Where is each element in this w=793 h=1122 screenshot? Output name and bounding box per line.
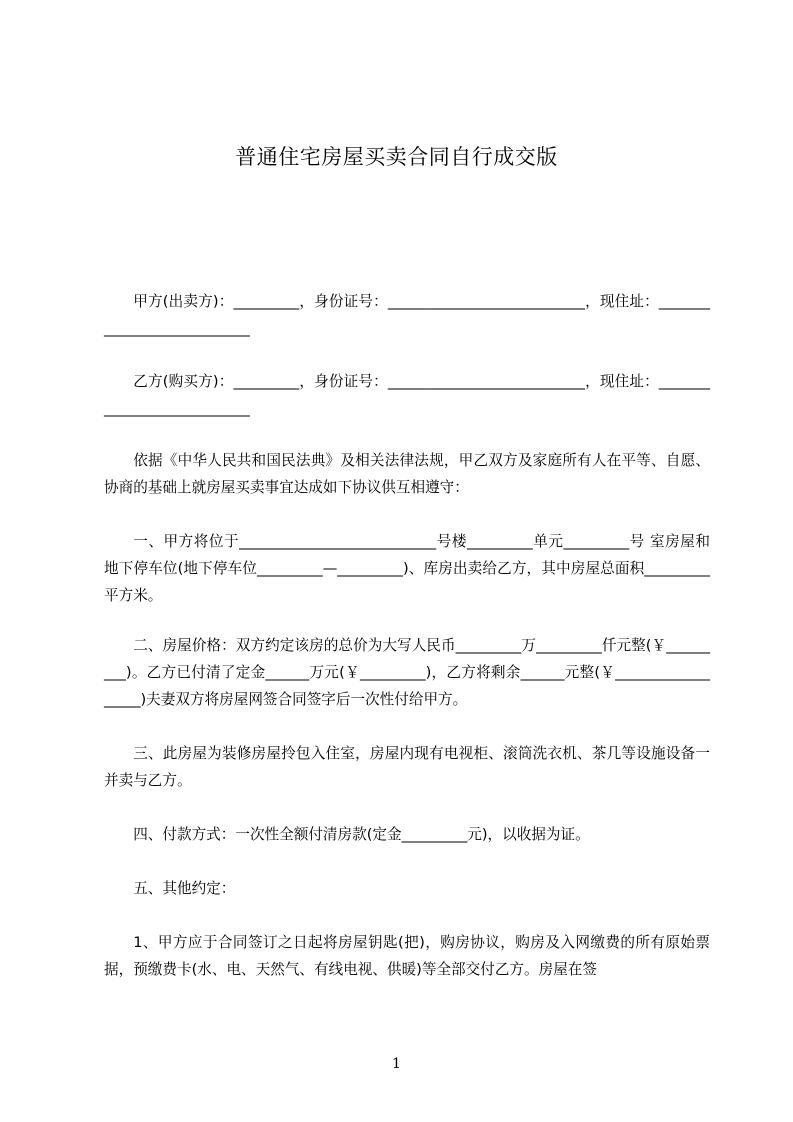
basis-paragraph: 依据《中华人民共和国民法典》及相关法律法规，甲乙双方及家庭所有人在平等、自愿、协商的基础上就房屋买卖事宜达成如下协议供互相遵守：: [104, 452, 710, 496]
clause-1-paragraph: 一、甲方将位于___________________________号楼_________单元_________号 室房屋和地下停车位(地下停车位_________—_________)、库房出卖给乙方，其中房屋总面积_________平方米。: [104, 533, 710, 604]
party-b-paragraph: 乙方(购买方)：_________，身份证号：___________________________，现住址：___________________________: [104, 373, 710, 417]
clause-2-paragraph: 二、房屋价格：双方约定该房的总价为大写人民币_________万_________仟元整(￥_________)。乙方已付清了定金______万元(￥_________)，乙方将剩余______元整(￥__________________)夫妻双方将房屋网签合同签字后一次性付给甲方。: [104, 637, 710, 708]
clause-3-paragraph: 三、此房屋为装修房屋拎包入住室，房屋内现有电视柜、滚筒洗衣机、茶几等设施设备一并卖与乙方。: [104, 745, 710, 789]
party-a-paragraph: 甲方(出卖方)：_________，身份证号：___________________________，现住址：___________________________: [104, 293, 710, 337]
clause-5-item-1-paragraph: 1、甲方应于合同签订之日起将房屋钥匙(把)，购房协议，购房及入网缴费的所有原始票据，预缴费卡(水、电、天然气、有线电视、供暖)等全部交付乙方。房屋在签: [104, 934, 710, 978]
page-number: 1: [392, 1056, 401, 1072]
page-title: 普通住宅房屋买卖合同自行成交版: [235, 145, 558, 169]
clause-4-paragraph: 四、付款方式：一次性全额付清房款(定金_________元)，以收据为证。: [133, 826, 590, 843]
clause-5-heading: 五、其他约定：: [133, 880, 236, 897]
